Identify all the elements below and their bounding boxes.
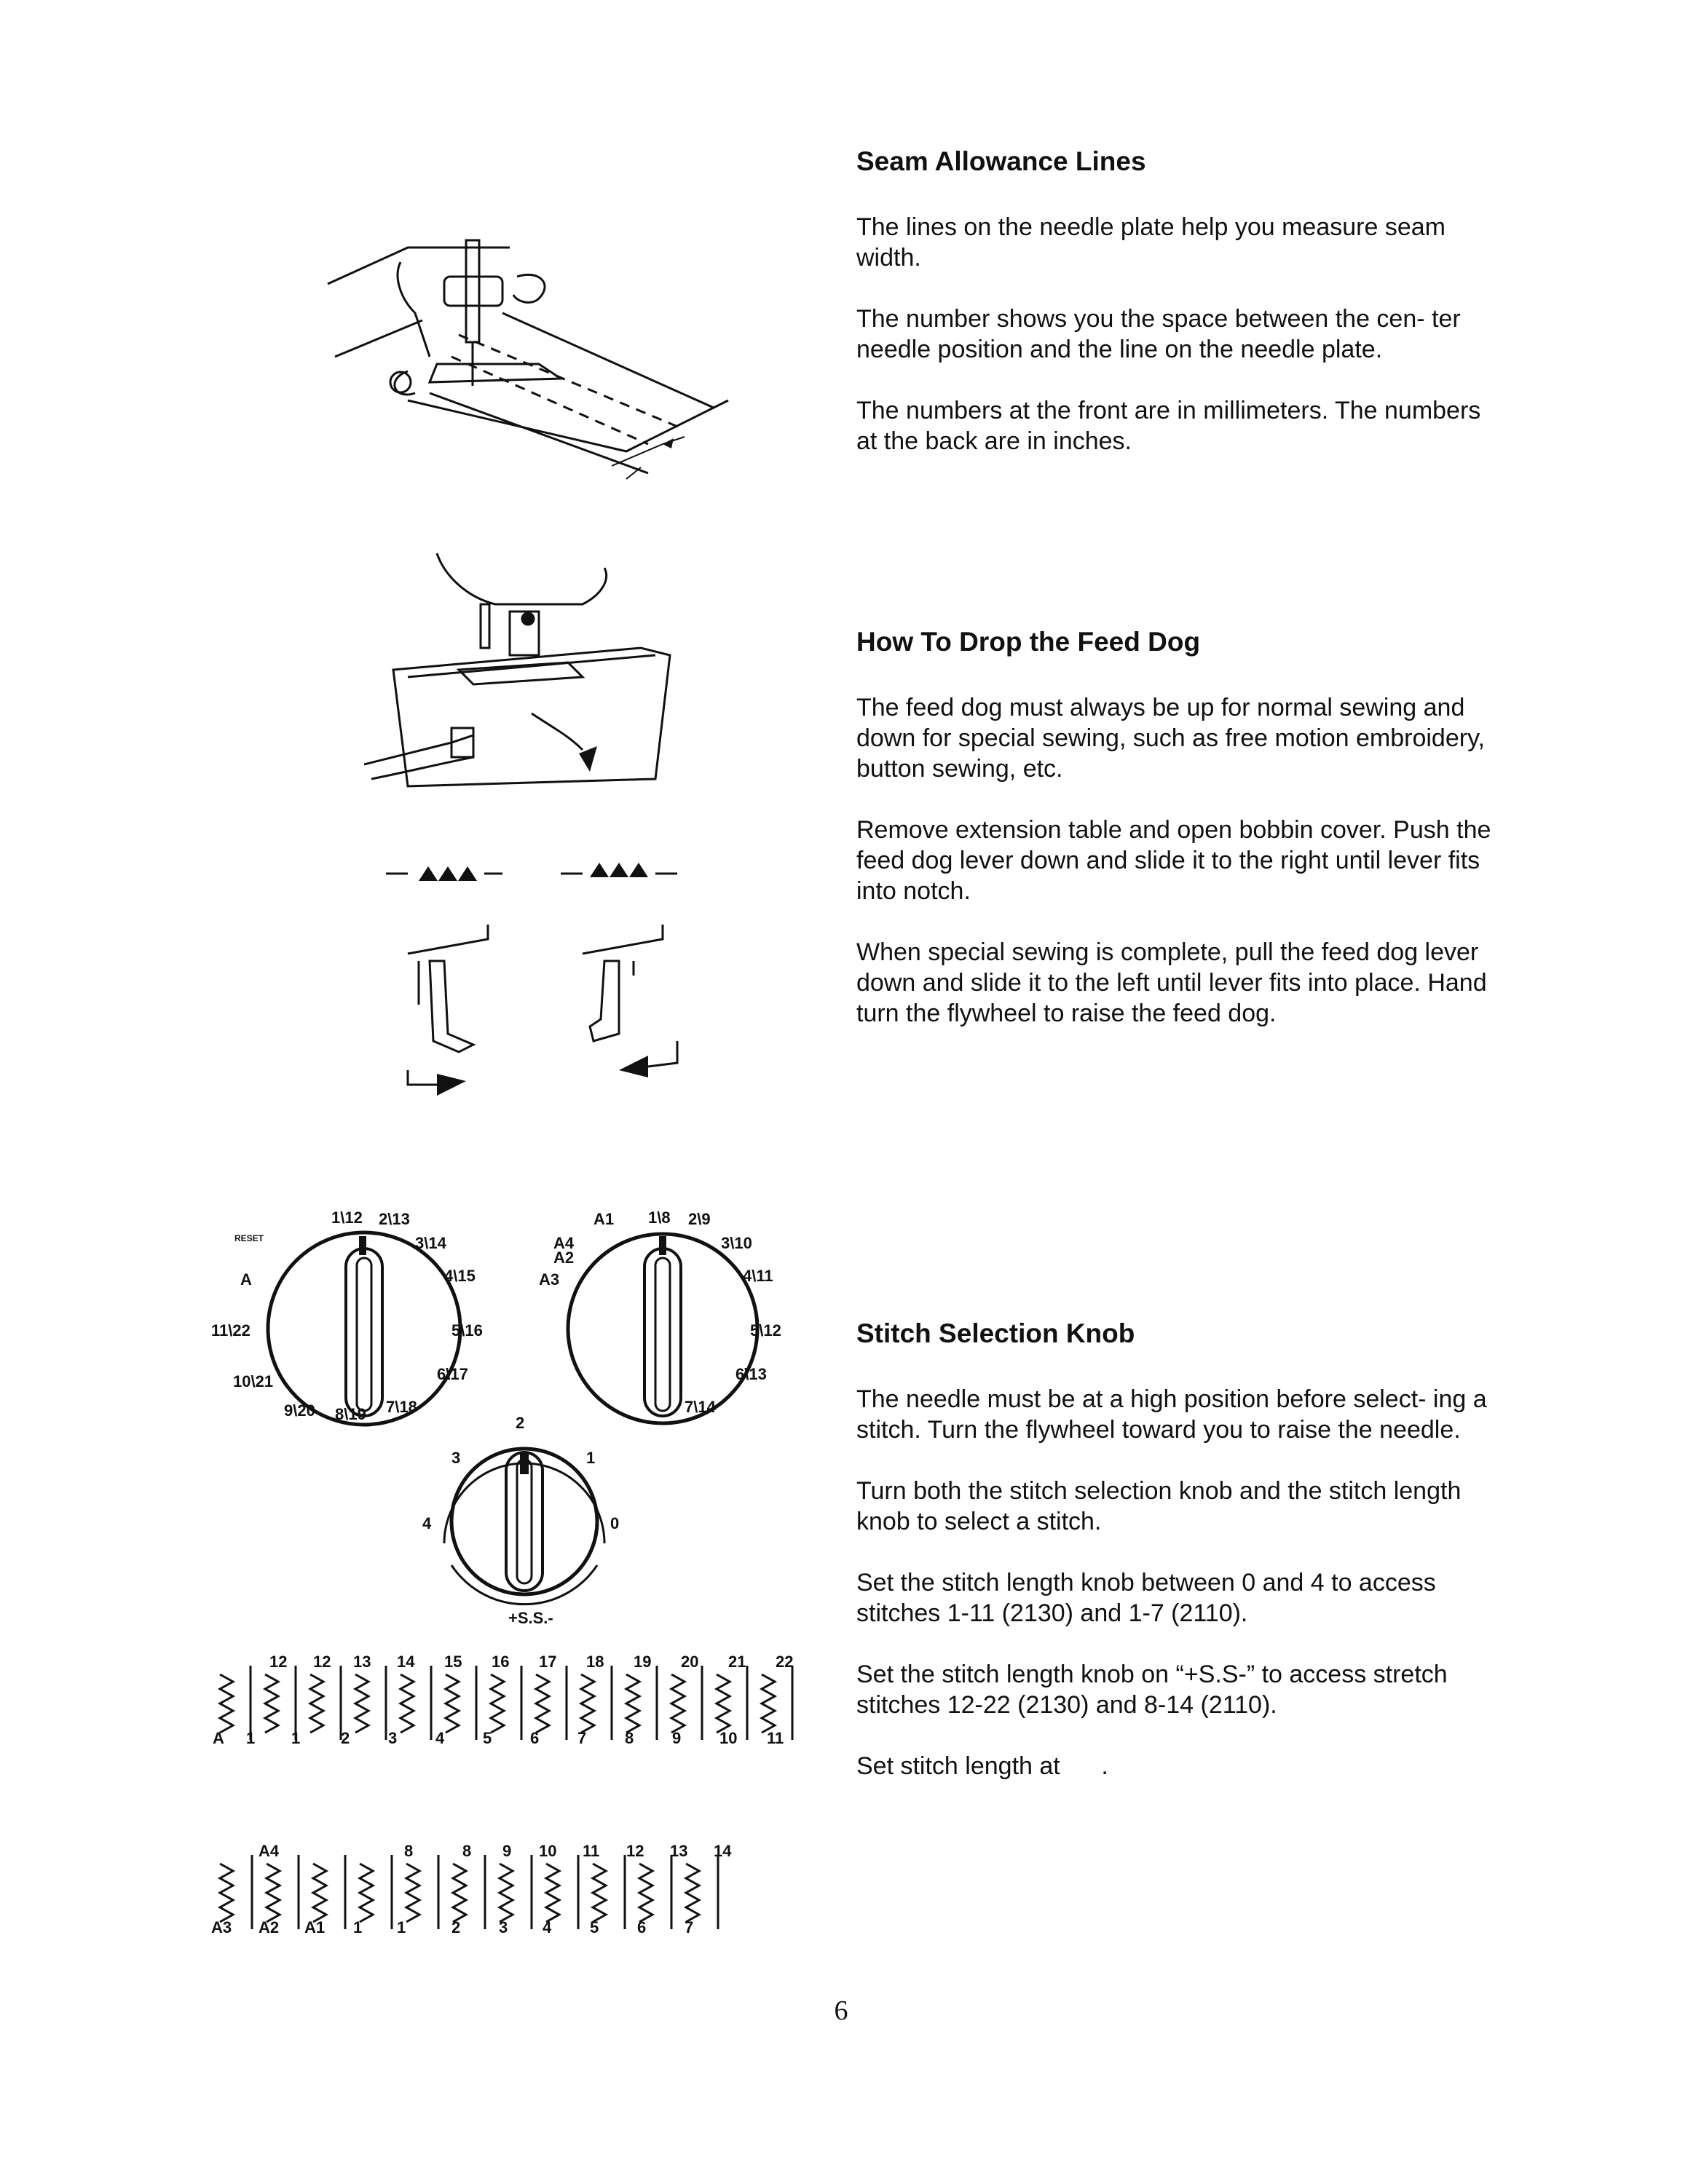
page-number: 6 [834, 1995, 848, 2026]
stitch-number: 14 [397, 1653, 415, 1671]
stitch-number: A [213, 1729, 224, 1747]
knob-label: 7\18 [386, 1398, 417, 1416]
stitch-pattern [671, 1674, 685, 1733]
knob-label: +S.S.- [508, 1609, 553, 1627]
stitch-number: 2 [451, 1918, 461, 1936]
stitch-length-knob [415, 1412, 634, 1631]
stitch-number: 11 [767, 1729, 784, 1747]
stitch-number: 9 [672, 1729, 682, 1747]
stitch-pattern [626, 1674, 639, 1733]
stitch-selection-knob-2110 [539, 1208, 801, 1441]
stitch-number: 3 [499, 1918, 508, 1936]
stitch-pattern [360, 1864, 373, 1922]
stitch-pattern [546, 1864, 559, 1922]
knob-label: A2 [553, 1249, 575, 1267]
knob-label: 1 [586, 1449, 596, 1467]
stitch-number: 6 [637, 1918, 647, 1936]
stitch-number: 1 [246, 1729, 256, 1747]
stitch-number: 5 [483, 1729, 492, 1747]
knob-label: A [240, 1270, 252, 1289]
stitch-pattern [717, 1674, 730, 1733]
stitch-pattern [446, 1674, 459, 1733]
stitch-pattern [220, 1674, 233, 1733]
stitch-number: A1 [304, 1918, 326, 1936]
section-heading: Seam Allowance Lines [856, 146, 1146, 176]
stitch-pattern [639, 1864, 652, 1922]
stitch-pattern [265, 1674, 278, 1733]
section-heading: Stitch Selection Knob [856, 1318, 1135, 1348]
knob-label: A4 [553, 1234, 575, 1252]
stitch-pattern [267, 1864, 280, 1922]
stitch-number: 7 [685, 1918, 694, 1936]
knob-label: RESET [234, 1233, 264, 1243]
section-heading: How To Drop the Feed Dog [856, 627, 1201, 657]
stitch-number: 1 [291, 1729, 301, 1747]
stitch-number: A3 [211, 1918, 232, 1936]
stitch-number: 20 [681, 1653, 699, 1671]
knob-label: 6\13 [735, 1365, 767, 1383]
stitch-pattern [581, 1674, 594, 1733]
knob-label: 2 [516, 1414, 525, 1432]
stitch-pattern [220, 1864, 233, 1922]
stitch-number: 17 [539, 1653, 557, 1671]
knob-label: 3\10 [721, 1234, 752, 1252]
stitch-number: 8 [625, 1729, 634, 1747]
knob-label: 5\16 [451, 1321, 483, 1340]
stitch-number: 19 [634, 1653, 652, 1671]
stitch-pattern [355, 1674, 368, 1733]
stitch-number: 8 [462, 1842, 472, 1860]
paragraph: The feed dog must always be up for normal sewing and down for special sewing, such as free motion embroidery, button sewing, etc. [856, 694, 1485, 783]
seam-allowance-illustration [320, 233, 772, 480]
paragraph: Turn both the stitch selection knob and the stitch length knob to select a stitch. [856, 1477, 1462, 1535]
knob-label: 4\15 [444, 1267, 476, 1285]
stitch-pattern [453, 1864, 466, 1922]
stitch-chart-2130 [211, 1653, 816, 1747]
knob-label: 6\17 [437, 1365, 468, 1383]
stitch-number: 12 [313, 1653, 331, 1671]
stitch-number: 3 [388, 1729, 398, 1747]
section-stitch-selection [856, 1318, 1497, 1781]
stitch-number: 15 [444, 1653, 462, 1671]
stitch-pattern [406, 1864, 419, 1922]
stitch-number: 4 [435, 1729, 445, 1747]
stitch-chart-2110 [211, 1842, 779, 1936]
stitch-number: 2 [341, 1729, 350, 1747]
feed-dog-machine-illustration [364, 553, 685, 801]
stitch-pattern [500, 1864, 513, 1922]
knob-label: A3 [539, 1270, 560, 1289]
knob-label: 1\8 [648, 1208, 671, 1227]
stitch-number: 10 [539, 1842, 557, 1860]
paragraph: Set the stitch length knob on “+S.S-” to access stretch stitches 12-22 (2130) and 8-14 (2110). [856, 1661, 1448, 1719]
stitch-number: A4 [259, 1842, 280, 1860]
knob-label: 2\9 [688, 1210, 711, 1228]
knob-label: 10\21 [233, 1372, 274, 1390]
stitch-number: A2 [259, 1918, 280, 1936]
knob-label: 4\11 [743, 1267, 773, 1285]
stitch-pattern [401, 1674, 414, 1733]
stitch-number: 4 [543, 1918, 552, 1936]
stitch-number: 10 [719, 1729, 738, 1747]
stitch-number: 22 [776, 1653, 794, 1671]
stitch-number: 12 [626, 1842, 644, 1860]
knob-label: 7\14 [685, 1398, 716, 1416]
knob-label: 8\19 [335, 1405, 366, 1423]
stitch-number: 1 [353, 1918, 363, 1936]
stitch-number: 7 [577, 1729, 587, 1747]
stitch-pattern [313, 1864, 326, 1922]
knob-label: 0 [610, 1514, 620, 1532]
stitch-number: 11 [583, 1842, 600, 1860]
knob-label: 5\12 [750, 1321, 781, 1340]
stitch-pattern [686, 1864, 699, 1922]
paragraph: The needle must be at a high position before select- ing a stitch. Turn the flywheel toward you to raise the needle. [856, 1385, 1487, 1444]
paragraph: Set stitch length at . [856, 1752, 1108, 1780]
paragraph: When special sewing is complete, pull the feed dog lever down and slide it to the left until lever fits into place. Hand turn the flywheel to raise the feed dog. [856, 938, 1487, 1027]
stitch-number: 21 [728, 1653, 746, 1671]
stitch-number: 13 [353, 1653, 371, 1671]
stitch-pattern [310, 1674, 323, 1733]
stitch-number: 8 [404, 1842, 414, 1860]
paragraph: Remove extension table and open bobbin cover. Push the feed dog lever down and slide it to the right until lever fits into notch. [856, 816, 1491, 905]
paragraph: The numbers at the front are in millimeters. The numbers at the back are in inches. [856, 397, 1481, 455]
paragraph: The number shows you the space between the cen- ter needle position and the line on the needle plate. [856, 305, 1461, 363]
stitch-number: 1 [397, 1918, 406, 1936]
stitch-number: 18 [586, 1653, 604, 1671]
stitch-pattern [762, 1674, 775, 1733]
paragraph: Set the stitch length knob between 0 and 4 to access stitches 1-11 (2130) and 1-7 (2110). [856, 1569, 1436, 1627]
knob-label: 4 [422, 1514, 432, 1532]
stitch-pattern [491, 1674, 504, 1733]
stitch-pattern [536, 1674, 549, 1733]
stitch-number: 12 [269, 1653, 288, 1671]
knob-label: A1 [593, 1210, 615, 1228]
stitch-pattern [593, 1864, 606, 1922]
knob-label: 11\22 [211, 1321, 251, 1340]
stitch-number: 13 [670, 1842, 688, 1860]
stitch-selection-knob-2130 [211, 1208, 517, 1441]
knob-label: 1\12 [331, 1208, 363, 1227]
stitch-number: 9 [502, 1842, 512, 1860]
knob-label: 9\20 [284, 1401, 315, 1420]
section-feed-dog [856, 626, 1497, 1029]
stitch-number: 5 [590, 1918, 599, 1936]
feed-dog-lever-illustration [379, 844, 699, 1107]
knob-label: 3\14 [415, 1234, 446, 1252]
knob-label: 2\13 [379, 1210, 410, 1228]
stitch-number: 14 [714, 1842, 732, 1860]
section-seam-allowance [856, 146, 1497, 456]
stitch-number: 16 [492, 1653, 510, 1671]
paragraph: The lines on the needle plate help you measure seam width. [856, 213, 1446, 272]
knob-label: 3 [451, 1449, 461, 1467]
stitch-number: 6 [530, 1729, 540, 1747]
